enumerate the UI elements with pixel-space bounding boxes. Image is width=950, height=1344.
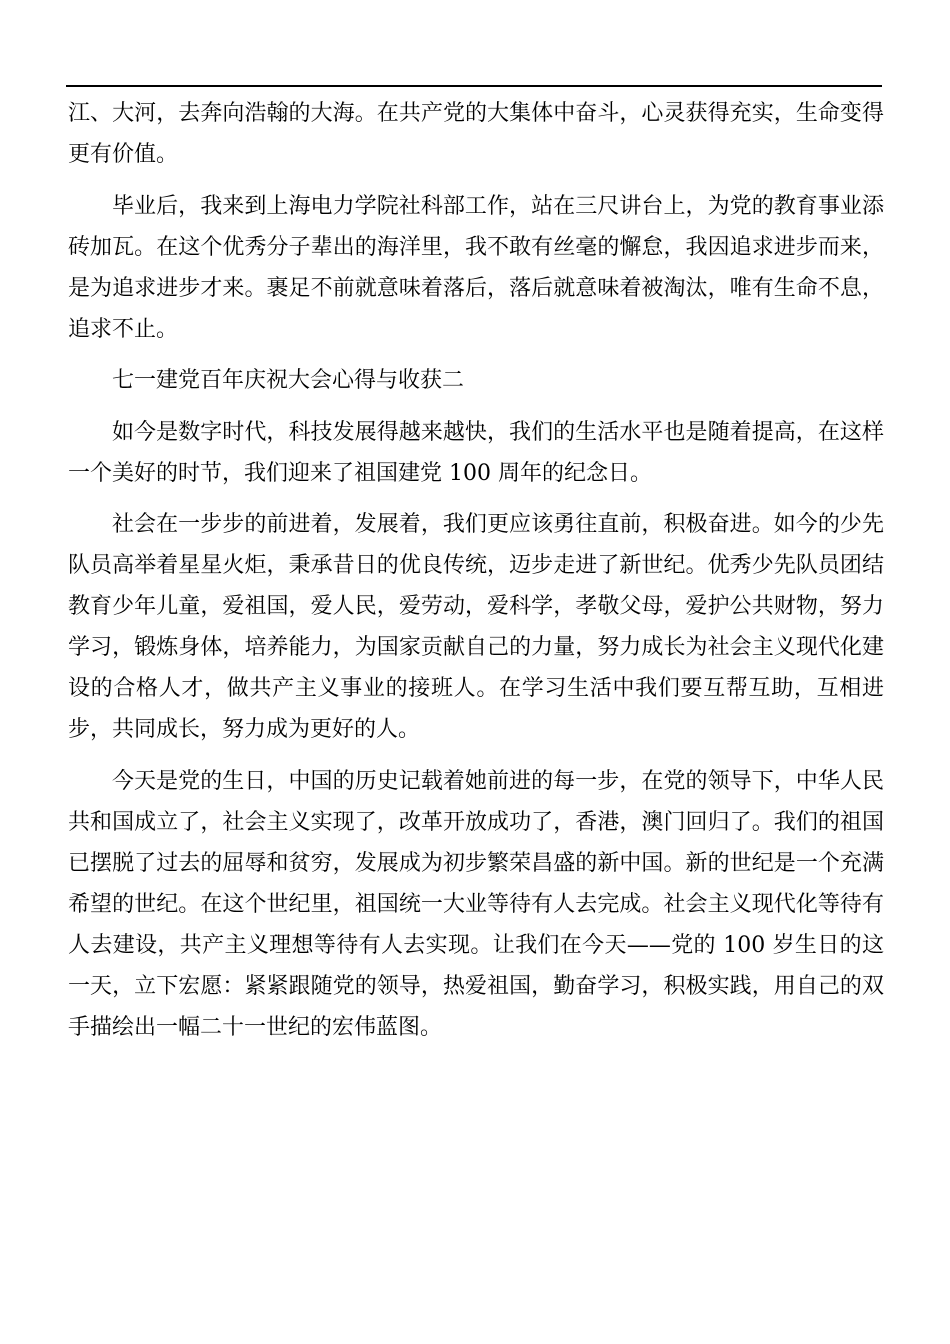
paragraph-after-graduation: 毕业后，我来到上海电力学院社科部工作，站在三尺讲台上，为党的教育事业添砖加瓦。在这个优秀分子辈出的海洋里，我不敢有丝毫的懈怠，我因追求进步而来，是为追求进步才来。裹足不前就意味着落后，落后就意味着被淘汰，唯有生命不息，追求不止。 <box>68 193 884 342</box>
paragraph-digital-era: 如今是数字时代，科技发展得越来越快，我们的生活水平也是随着提高，在这样一个美好的时节，我们迎来了祖国建党 100 周年的纪念日。 <box>68 419 884 486</box>
section-heading: 七一建党百年庆祝大会心得与收获二 <box>112 368 465 393</box>
paragraph-continuation: 江、大河，去奔向浩翰的大海。在共产党的大集体中奋斗，心灵获得充实，生命变得更有价值。 <box>68 101 884 167</box>
document-body <box>68 93 884 1058</box>
paragraph-young-pioneers: 社会在一步步的前进着，发展着，我们更应该勇往直前，积极奋进。如今的少先队员高举着星星火炬，秉承昔日的优良传统，迈步走进了新世纪。优秀少先队员团结教育少年儿童，爱祖国，爱人民，爱劳动，爱科学，孝敬父母，爱护公共财物，努力学习，锻炼身体，培养能力，为国家贡献自己的力量，努力成长为社会主义现代化建设的合格人才，做共产主义事业的接班人。在学习生活中我们要互帮互助，互相进步，共同成长，努力成为更好的人。 <box>68 512 884 742</box>
paragraph-party-birthday: 今天是党的生日，中国的历史记载着她前进的每一步，在党的领导下，中华人民共和国成立了，社会主义实现了，改革开放成功了，香港，澳门回归了。我们的祖国已摆脱了过去的屈辱和贫穷，发展成为初步繁荣昌盛的新中国。新的世纪是一个充满希望的世纪。在这个世纪里，祖国统一大业等待有人去完成。社会主义现代化等待有人去建设，共产主义理想等待有人去实现。让我们在今天——党的 100 岁生日的这一天，立下宏愿：紧紧跟随党的领导，热爱祖国，勤奋学习，积极实践，用自己的双手描绘出一幅二十一世纪的宏伟蓝图。 <box>68 768 884 1040</box>
header-rule <box>66 85 882 87</box>
